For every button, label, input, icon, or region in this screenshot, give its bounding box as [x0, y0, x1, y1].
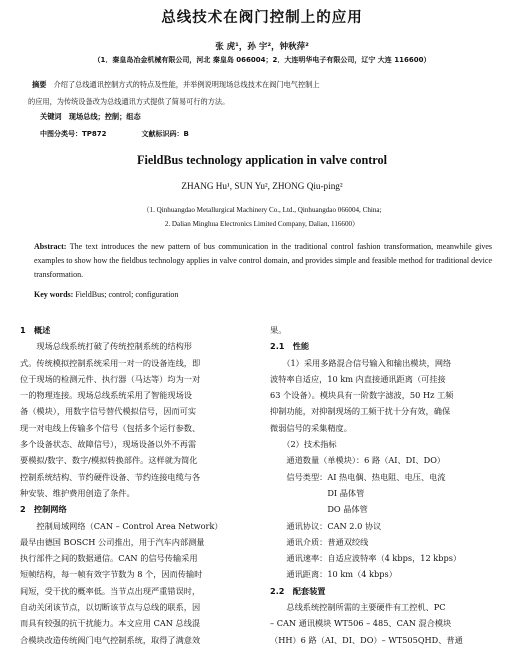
left-column-line: 多个设备状态、故障信号），现场设备以外不再需 — [20, 439, 197, 450]
left-column-line: 一的物理连接。现场总线系统采用了智能现场设 — [20, 390, 192, 401]
left-column-line: 现一对电线上传输多个信号（包括多个运行参数、 — [20, 422, 201, 433]
left-column-line: 要模拟/数字、数字/模拟转换部件。这样就为简化 — [20, 455, 198, 466]
title-cn: 总线技术在阀门控制上的应用 — [161, 10, 363, 26]
affiliation-en-1: （1. Qinhuangdao Metallurgical Machinery Co., Ltd., Qinhuangdao 066004, China; — [142, 206, 382, 214]
left-column-line: 1 概述 — [20, 325, 51, 335]
keywords-cn: 关键词 现场总线；控制；组态 — [40, 112, 141, 121]
abstract-cn-label: 摘要 — [32, 80, 47, 89]
right-column-line: 2.1 性能 — [270, 341, 310, 352]
left-column-line: 种安装、维护费用创造了条件。 — [20, 487, 135, 498]
right-column-line: 通讯协议：CAN 2.0 协议 — [270, 520, 382, 531]
right-column-line: 信号类型：AI 热电偶、热电阻、电压、电流 — [270, 471, 446, 482]
right-column-line: 2.2 配套装置 — [270, 585, 326, 596]
right-column-line: 波特率自适应，10 km 内直接通讯距离（可挂接 — [270, 373, 446, 384]
left-column-line: 自动关闭该节点，以切断该节点与总线的联系，因 — [20, 602, 201, 613]
right-column-line: 总线系统控制所需的主要硬件有工控机、PC — [270, 602, 446, 613]
left-column-line: 最早由德国 BOSCH 公司推出，用于汽车内部测量 — [20, 536, 205, 547]
left-column-line: 备（模块），用数字信号替代模拟信号，因而可实 — [20, 406, 197, 417]
abstract-en — [34, 240, 492, 282]
left-column-line: 短帧结构，每一帧有效字节数为 8 个，因而传输时 — [20, 569, 203, 580]
classification-cn: 中图分类号：TP872 文献标识码：B — [40, 130, 189, 138]
right-column-line: 通讯介质：普通双绞线 — [270, 536, 369, 547]
right-column-line: （HH）6 路（AI、DI、DO）– WT505QHD、普通 — [270, 634, 463, 645]
left-column-line: 位于现场的检测元件、执行器（马达等）均为一对 — [20, 373, 201, 384]
keywords-en — [34, 290, 178, 299]
right-column-line: （1）采用多路混合信号输入和输出模块，网络 — [270, 357, 452, 368]
right-column-line: 抑制功能，对抑制现场的工频干扰十分有效，确保 — [270, 406, 451, 417]
right-column-line: – CAN 通讯模块 WT506 – 485、CAN 混合模块 — [270, 618, 452, 629]
right-column-line: 63 个设备）。模块具有一阶数字滤波，50 Hz 工频 — [270, 390, 454, 401]
left-column-line: 控制局域网络（CAN – Control Area Network） — [20, 520, 223, 531]
title-en: FieldBus technology application in valve control — [137, 153, 387, 167]
left-column-line: 执行部件之间的数据通信。CAN 的信号传输采用 — [20, 553, 198, 564]
keywords-en-text: FieldBus; control; configuration — [75, 290, 179, 299]
affiliation-en-2: 2. Dalian Minghua Electronics Limited Company, Dalian, 116600） — [164, 220, 360, 228]
right-column-line: DO 晶体管 — [270, 504, 368, 515]
left-column-line: 间短，受干扰的概率低。当节点出现严重错误时， — [20, 585, 201, 596]
keywords-en-label: Key words: — [34, 290, 74, 299]
abstract-cn-line-2: 的应用，为传统设备改为总线通讯方式提供了简易可行的方法。 — [28, 97, 230, 106]
affiliation-cn: （1．秦皇岛冶金机械有限公司，河北 秦皇岛 066004；2．大连明华电子有限公司，辽宁 大连 116600） — [93, 56, 431, 64]
right-column-line: 通讯距离：10 km（4 kbps） — [270, 569, 397, 580]
left-column-line: 现场总线系统打破了传统控制系统的结构形 — [20, 341, 192, 352]
abstract-cn — [28, 76, 498, 110]
left-column-line: 控制系统结构、节约硬件设备、节约连接电缆与各 — [20, 471, 201, 482]
left-column-line: 合模块改造传统阀门电气控制系统，取得了满意效 — [20, 634, 201, 645]
left-column-line: 而具有较强的抗干扰能力。本文应用 CAN 总线混 — [20, 618, 201, 629]
authors-en: ZHANG Hu¹, SUN Yu², ZHONG Qiu-ping² — [181, 181, 343, 191]
body-left-column — [20, 322, 256, 648]
body-right-column — [270, 322, 518, 648]
abstract-en-text: The text introduces the new pattern of bus communication in the traditional control fashion transformation, meanwhile gives examples to show how the fieldbus technology applies in valve control domain, and provides simple and feasible method for traditional device transformation. — [34, 242, 493, 279]
right-column-line: 通讯速率：自适应波特率（4 kbps，12 kbps） — [270, 553, 462, 564]
left-column-line: 式。传统模拟控制系统采用一对一的设备连线，即 — [20, 357, 201, 368]
right-column-line: （2）技术指标 — [270, 439, 337, 450]
right-column-line: 通道数量（单模块）：6 路（AI、DI、DO） — [270, 455, 446, 466]
left-column-line: 2 控制网络 — [20, 504, 67, 515]
right-column-line: DI 晶体管 — [270, 487, 365, 498]
right-column-line: 微弱信号的采集精度。 — [270, 422, 352, 433]
abstract-en-label: Abstract: — [34, 242, 67, 251]
authors-cn: 张 虎¹，孙 宇²，钟秋萍² — [215, 42, 309, 52]
abstract-cn-line-1: 摘要 介绍了总线通讯控制方式的特点及性能，并举例说明现场总线技术在阀门电气控制上 — [32, 80, 320, 89]
right-column-line: 果。 — [270, 325, 287, 335]
